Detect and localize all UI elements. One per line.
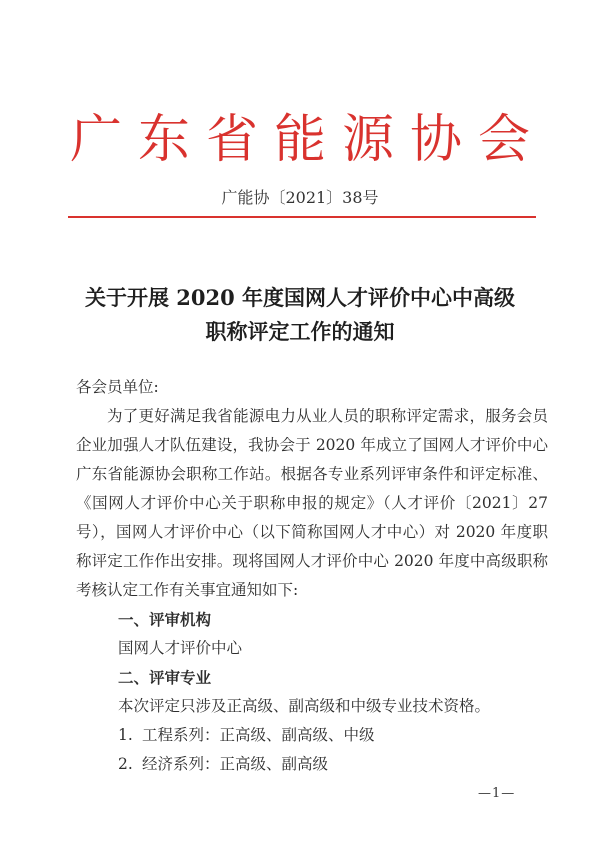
section-2-heading: 二、评审专业 — [118, 668, 212, 687]
list-item — [118, 721, 548, 750]
notice-title-line-1: 关于开展 2020 年度国网人才评价中心中高级 — [84, 285, 516, 310]
organization-title: 广东省能源协会 — [69, 110, 546, 170]
notice-title — [40, 281, 560, 349]
list-item-text: 工程系列：正高级、副高级、中级 — [142, 726, 375, 744]
list-item-number: 2. — [118, 755, 133, 773]
section-2-content: 本次评定只涉及正高级、副高级和中级专业技术资格。 — [118, 697, 491, 715]
page-number: —1— — [478, 786, 516, 801]
list-item-text: 经济系列：正高级、副高级 — [142, 755, 329, 773]
notice-body — [76, 373, 548, 779]
salutation: 各会员单位: — [76, 378, 159, 396]
intro-paragraph: 为了更好满足我省能源电力从业人员的职称评定需求，服务会员企业加强人才队伍建设，我协会于 2020 年成立了国网人才评价中心广东省能源协会职称工作站。根据各专业系列评审条件和评定标准、《国网人才评价中心关于职称申报的规定》（人才评价〔2021〕27 号），国网人才评价中心（以下简称国网人才中心）对 2020 年度职称评定工作作出安排。现将国网人才评价中心 2020 年度中高级职称考核认定工作有关事宜通知如下: — [76, 407, 548, 599]
list-item — [118, 750, 548, 779]
section-1-heading: 一、评审机构 — [118, 610, 212, 629]
red-divider — [68, 216, 536, 218]
section-1-content: 国网人才评价中心 — [118, 639, 243, 657]
notice-title-line-2: 职称评定工作的通知 — [205, 319, 395, 344]
list-item-number: 1. — [118, 726, 133, 744]
document-number: 广能协〔2021〕38号 — [221, 188, 379, 207]
